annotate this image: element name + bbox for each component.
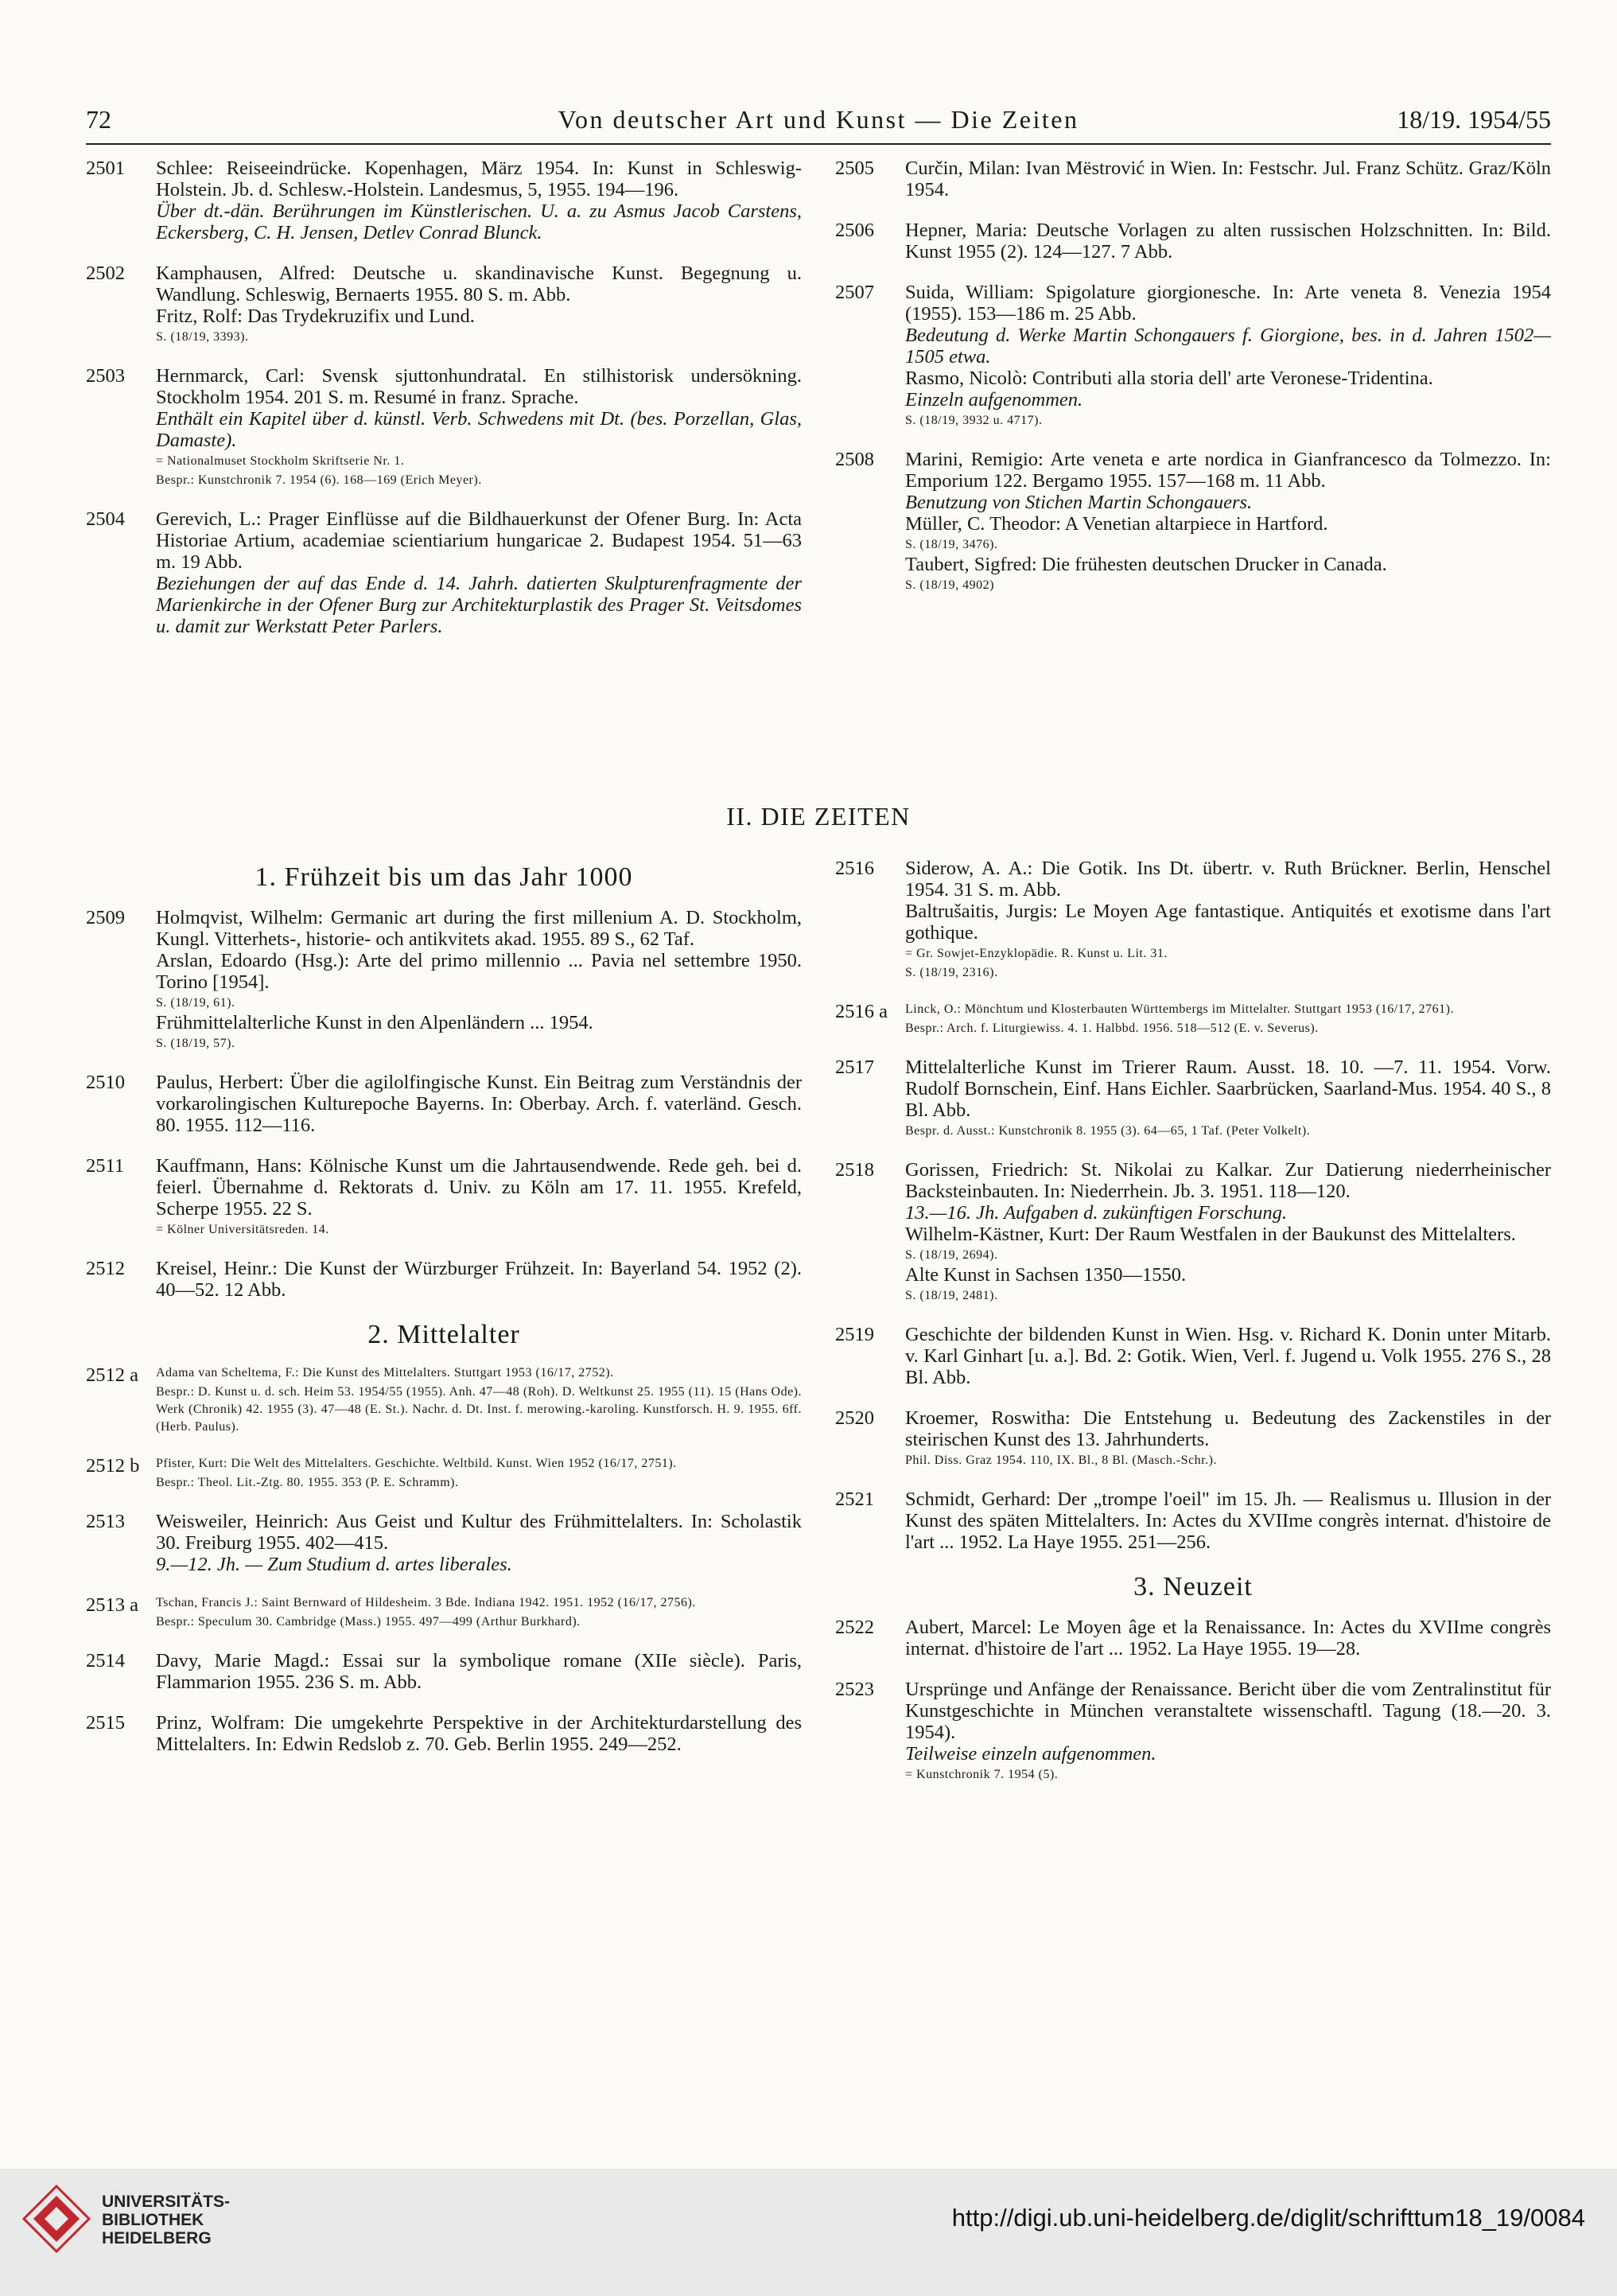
entry-citation: Kroemer, Roswitha: Die Entstehung u. Bedeutung des Zackenstiles in der steirischen Kunst des 13. Jahrhunderts. <box>905 1407 1551 1450</box>
bibliography-entry <box>86 263 802 346</box>
lower-left-column <box>86 858 802 1774</box>
entry-reference: Phil. Diss. Graz 1954. 110, IX. Bl., 8 Bl. (Masch.-Schr.). <box>905 1453 1217 1467</box>
entry-body <box>156 1650 802 1693</box>
bibliography-entry <box>86 1712 802 1755</box>
bibliography-entry <box>835 1407 1551 1469</box>
entry-reference: Bespr. d. Ausst.: Kunstchronik 8. 1955 (3). 64—65, 1 Taf. (Peter Volkelt). <box>905 1124 1311 1138</box>
bibliography-entry <box>835 1001 1551 1037</box>
entry-citation: Schlee: Reiseeindrücke. Kopenhagen, März 1954. In: Kunst in Schleswig-Holstein. Jb. d. Schlesw.-Holstein. Landesmus, 5, 1955. 194—196. <box>156 158 802 200</box>
entry-number: 2512 b <box>86 1455 140 1477</box>
upper-right-column <box>835 158 1551 613</box>
entry-crossref-citation: Arslan, Edoardo (Hsg.): Arte del primo millennio ... Pavia nel settembre 1950. Torino [1954]. <box>156 950 802 993</box>
entry-citation: Schmidt, Gerhard: Der „trompe l'oeil" im 15. Jh. — Realismus u. Illusion in der Kunst des späten Mittelalters. In: Actes du XVIIme congrès internat. d'histoire de l'art ... 1952. La Haye 1955. 251—256. <box>905 1489 1551 1553</box>
entry-number: 2511 <box>86 1155 125 1177</box>
entry-crossref-citation: Müller, C. Theodor: A Venetian altarpiece in Hartford. <box>905 513 1328 535</box>
entry-reference: S. (18/19, 3393). <box>156 330 249 344</box>
entry-number: 2515 <box>86 1712 125 1734</box>
entry-reference: = Kölner Universitätsreden. 14. <box>156 1223 329 1236</box>
entry-number: 2520 <box>835 1407 874 1429</box>
entry-citation: Gerevich, L.: Prager Einflüsse auf die Bildhauerkunst der Ofener Burg. In: Acta Historiae Artium, academiae scientiarium hungaricae 2. Budapest 1954. 51—63 m. 19 Abb. <box>156 508 802 573</box>
entry-body <box>905 220 1551 263</box>
entry-number: 2504 <box>86 508 125 530</box>
bibliography-entry <box>86 365 802 489</box>
entry-reference: = Gr. Sowjet-Enzyklopädie. R. Kunst u. Lit. 31. <box>905 947 1168 960</box>
entry-citation: Hernmarck, Carl: Svensk sjuttonhundratal. En stilhistorisk undersökning. Stockholm 1954. 201 S. m. Resumé in franz. Sprache. <box>156 365 802 408</box>
entry-number: 2518 <box>835 1159 874 1181</box>
entry-number: 2516 <box>835 858 874 879</box>
entry-annotation: Bedeutung d. Werke Martin Schongauers f. Giorgione, bes. in d. Jahren 1502—1505 etwa. <box>905 325 1551 368</box>
section-heading: 3. Neuzeit <box>1133 1572 1253 1601</box>
entry-body <box>905 1159 1551 1305</box>
main-heading: II. DIE ZEITEN <box>726 802 911 831</box>
entry-citation: Gorissen, Friedrich: St. Nikolai zu Kalkar. Zur Datierung niederrheinischer Backsteinbauten. In: Niederrhein. Jb. 3. 1951. 118—120. <box>905 1159 1551 1202</box>
bibliography-entry <box>835 1679 1551 1784</box>
entry-body <box>905 158 1551 200</box>
entry-number: 2503 <box>86 365 125 387</box>
entry-citation: Weisweiler, Heinrich: Aus Geist und Kultur des Frühmittelalters. In: Scholastik 30. Freiburg 1955. 402—415. <box>156 1511 802 1554</box>
entry-citation: Prinz, Wolfram: Die umgekehrte Perspektive in der Architekturdarstellung des Mittelalters. In: Edwin Redslob z. 70. Geb. Berlin 1955. 249—252. <box>156 1712 802 1755</box>
bibliography-entry <box>86 1650 802 1693</box>
entry-body <box>905 449 1551 594</box>
entry-reference: Pfister, Kurt: Die Welt des Mittelalters. Geschichte. Weltbild. Kunst. Wien 1952 (16/17, 2751). <box>156 1457 677 1470</box>
entry-reference: S. (18/19, 2481). <box>905 1289 998 1302</box>
section-heading: 1. Frühzeit bis um das Jahr 1000 <box>255 862 633 892</box>
entry-annotation: 9.—12. Jh. — Zum Studium d. artes liberales. <box>156 1554 512 1575</box>
entry-number: 2513 <box>86 1511 125 1532</box>
volume-label: 18/19. 1954/55 <box>1397 105 1551 134</box>
entry-body <box>156 365 802 489</box>
entry-number: 2516 a <box>835 1001 888 1022</box>
entry-annotation: Enthält ein Kapitel über d. künstl. Verb. Schwedens mit Dt. (bes. Porzellan, Glas, Damaste). <box>156 408 802 451</box>
entry-reference: S. (18/19, 3476). <box>905 538 998 551</box>
entry-citation: Holmqvist, Wilhelm: Germanic art during the first millenium A. D. Stockholm, Kungl. Vitterhets-, historie- och antikvitets akad. 1955. 89 S., 62 Taf. <box>156 907 802 950</box>
entry-annotation: Über dt.-dän. Berührungen im Künstlerischen. U. a. zu Asmus Jacob Carstens, Eckersberg, C. H. Jensen, Detlev Conrad Blunck. <box>156 200 802 243</box>
entry-number: 2513 a <box>86 1594 138 1616</box>
entry-reference: Adama van Scheltema, F.: Die Kunst des Mittelalters. Stuttgart 1953 (16/17, 2752). <box>156 1366 614 1380</box>
entry-number: 2522 <box>835 1617 874 1638</box>
bibliography-entry <box>86 1258 802 1301</box>
entry-number: 2501 <box>86 158 125 179</box>
library-name: UNIVERSITÄTS- BIBLIOTHEK HEIDELBERG <box>102 2193 231 2247</box>
bibliography-entry <box>835 1159 1551 1305</box>
entry-reference: S. (18/19, 2316). <box>905 966 998 979</box>
bibliography-entry <box>835 1489 1551 1553</box>
bibliography-entry <box>835 1057 1551 1140</box>
entry-crossref-citation: Wilhelm-Kästner, Kurt: Der Raum Westfalen in der Baukunst des Mittelalters. <box>905 1224 1516 1245</box>
entry-annotation: Beziehungen der auf das Ende d. 14. Jahrh. datierten Skulpturenfragmente der Marienkirche in der Ofener Burg zur Architekturplastik des Prager St. Veitsdomes u. damit zur Werkstatt Peter Parlers. <box>156 573 802 637</box>
bibliography-entry <box>86 1594 802 1631</box>
entry-body <box>156 1455 802 1492</box>
page-number: 72 <box>86 105 111 134</box>
entry-body <box>156 263 802 346</box>
entry-reference: Bespr.: Theol. Lit.-Ztg. 80. 1955. 353 (P. E. Schramm). <box>156 1476 459 1489</box>
entry-reference: S. (18/19, 2694). <box>905 1248 998 1262</box>
entry-number: 2519 <box>835 1324 874 1345</box>
entry-citation: Siderow, A. A.: Die Gotik. Ins Dt. übertr. v. Ruth Brückner. Berlin, Henschel 1954. 31 S. m. Abb. <box>905 858 1551 901</box>
bibliography-entry <box>835 449 1551 594</box>
entry-body <box>905 1679 1551 1784</box>
entry-body <box>905 1001 1551 1037</box>
entry-crossref-citation: Fritz, Rolf: Das Trydekruzifix und Lund. <box>156 305 475 327</box>
entry-number: 2510 <box>86 1072 125 1093</box>
entry-crossref-citation: Rasmo, Nicolò: Contributi alla storia dell' arte Veronese-Tridentina. <box>905 368 1433 389</box>
entry-reference: Bespr.: Arch. f. Liturgiewiss. 4. 1. Halbbd. 1956. 518—512 (E. v. Severus). <box>905 1022 1319 1035</box>
entry-body <box>156 508 802 637</box>
source-url[interactable]: http://digi.ub.uni-heidelberg.de/diglit/schrifttum18_19/0084 <box>951 2204 1585 2232</box>
bibliography-entry <box>835 220 1551 263</box>
entry-citation: Paulus, Herbert: Über die agilolfingische Kunst. Ein Beitrag zum Verständnis der vorkarolingischen Kulturepoche Bayerns. In: Oberbay. Arch. f. vaterländ. Gesch. 80. 1955. 112—116. <box>156 1072 802 1136</box>
entry-citation: Kreisel, Heinr.: Die Kunst der Würzburger Frühzeit. In: Bayerland 54. 1952 (2). 40—52. 12 Abb. <box>156 1258 802 1301</box>
entry-reference: = Kunstchronik 7. 1954 (5). <box>905 1768 1059 1781</box>
entry-body <box>156 907 802 1053</box>
bibliography-entry <box>86 1364 802 1436</box>
entry-body <box>905 858 1551 982</box>
bibliography-entry <box>86 1072 802 1136</box>
entry-citation: Davy, Marie Magd.: Essai sur la symbolique romane (XIIe siècle). Paris, Flammarion 1955. 236 S. m. Abb. <box>156 1650 802 1693</box>
entry-number: 2514 <box>86 1650 125 1671</box>
entry-body <box>156 1364 802 1436</box>
bibliography-entry <box>835 858 1551 982</box>
bibliography-entry <box>86 508 802 637</box>
entry-reference: Bespr.: D. Kunst u. d. sch. Heim 53. 1954/55 (1955). Anh. 47—48 (Roh). D. Weltkunst 25. 1955 (11). 15 (Hans Ode). Werk (Chronik) 42. 1955 (3). 47—48 (E. St.). Nachr. d. Dt. Inst. f. merowing.-karoling. Kunstforsch. H. 9. 1955. 6ff. (Herb. Paulus). <box>156 1385 802 1434</box>
bibliography-entry <box>86 1155 802 1239</box>
entry-number: 2508 <box>835 449 874 470</box>
entry-reference: Bespr.: Kunstchronik 7. 1954 (6). 168—169 (Erich Meyer). <box>156 473 482 487</box>
lower-right-column <box>835 858 1551 1803</box>
bibliography-entry <box>835 282 1551 430</box>
entry-reference: S. (18/19, 61). <box>156 996 235 1010</box>
entry-body <box>905 1324 1551 1388</box>
entry-citation: Marini, Remigio: Arte veneta e arte nordica in Gianfrancesco da Tolmezzo. In: Emporium 122. Bergamo 1955. 157—168 m. 11 Abb. <box>905 449 1551 492</box>
entry-annotation: 13.—16. Jh. Aufgaben d. zukünftigen Forschung. <box>905 1202 1287 1224</box>
entry-number: 2523 <box>835 1679 874 1700</box>
entry-annotation: Einzeln aufgenommen. <box>905 389 1083 411</box>
entry-number: 2505 <box>835 158 874 179</box>
entry-number: 2507 <box>835 282 874 303</box>
entry-crossref-citation: Frühmittelalterliche Kunst in den Alpenländern ... 1954. <box>156 1012 593 1033</box>
section-heading: 2. Mittelalter <box>367 1320 520 1349</box>
entry-number: 2517 <box>835 1057 874 1078</box>
entry-number: 2509 <box>86 907 125 928</box>
bibliography-entry <box>835 158 1551 200</box>
entry-number: 2512 <box>86 1258 125 1279</box>
entry-body <box>905 1407 1551 1469</box>
entry-body <box>156 158 802 243</box>
entry-body <box>905 1489 1551 1553</box>
entry-number: 2502 <box>86 263 125 284</box>
university-library-logo <box>22 2185 91 2253</box>
entry-body <box>156 1258 802 1301</box>
bibliography-entry <box>86 907 802 1053</box>
bibliography-entry <box>86 158 802 243</box>
entry-reference: Bespr.: Speculum 30. Cambridge (Mass.) 1955. 497—499 (Arthur Burkhard). <box>156 1615 581 1629</box>
entry-reference: Tschan, Francis J.: Saint Bernward of Hildesheim. 3 Bde. Indiana 1942. 1951. 1952 (16/17, 2756). <box>156 1596 696 1609</box>
lower-columns <box>86 858 1551 2226</box>
entry-number: 2512 a <box>86 1364 138 1386</box>
entry-number: 2521 <box>835 1489 874 1510</box>
running-title: Von deutscher Art und Kunst — Die Zeiten <box>558 105 1079 134</box>
entry-citation: Aubert, Marcel: Le Moyen âge et la Renaissance. In: Actes du XVIIme congrès internat. d'histoire de l'art ... 1952. La Haye 1955. 19—28. <box>905 1617 1551 1660</box>
entry-reference: = Nationalmuset Stockholm Skriftserie Nr. 1. <box>156 454 405 468</box>
entry-body <box>905 282 1551 430</box>
bibliography-entry <box>835 1324 1551 1388</box>
footer-bar <box>0 2169 1617 2296</box>
entry-annotation: Benutzung von Stichen Martin Schongauers. <box>905 492 1253 513</box>
entry-citation: Kamphausen, Alfred: Deutsche u. skandinavische Kunst. Begegnung u. Wandlung. Schleswig, Bernaerts 1955. 80 S. m. Abb. <box>156 263 802 305</box>
upper-left-column <box>86 158 802 656</box>
entry-citation: Kauffmann, Hans: Kölnische Kunst um die Jahrtausendwende. Rede geh. bei d. feierl. Übernahme d. Rektorats d. Univ. zu Köln am 17. 11. 1955. Krefeld, Scherpe 1955. 22 S. <box>156 1155 802 1220</box>
upper-columns <box>86 158 1551 762</box>
entry-body <box>156 1511 802 1575</box>
running-header <box>86 102 1551 145</box>
entry-body <box>156 1712 802 1755</box>
entry-reference: S. (18/19, 4902) <box>905 578 994 592</box>
document-page <box>86 102 1551 1781</box>
entry-reference: S. (18/19, 57). <box>156 1037 235 1050</box>
entry-reference: Linck, O.: Mönchtum und Klosterbauten Württembergs im Mittelalter. Stuttgart 1953 (16/17, 2761). <box>905 1002 1454 1016</box>
entry-body <box>156 1594 802 1631</box>
entry-citation: Curčin, Milan: Ivan Mëstrović in Wien. In: Festschr. Jul. Franz Schütz. Graz/Köln 1954. <box>905 158 1551 200</box>
entry-citation: Suida, William: Spigolature giorgionesche. In: Arte veneta 8. Venezia 1954 (1955). 153—186 m. 25 Abb. <box>905 282 1551 325</box>
entry-crossref-citation: Alte Kunst in Sachsen 1350—1550. <box>905 1264 1187 1286</box>
entry-body <box>156 1155 802 1239</box>
bibliography-entry <box>86 1511 802 1575</box>
entry-reference: S. (18/19, 3932 u. 4717). <box>905 414 1043 427</box>
bibliography-entry <box>86 1455 802 1492</box>
entry-annotation: Teilweise einzeln aufgenommen. <box>905 1743 1156 1765</box>
bibliography-entry <box>835 1617 1551 1660</box>
entry-crossref-citation: Taubert, Sigfred: Die frühesten deutschen Drucker in Canada. <box>905 554 1387 575</box>
entry-citation: Ursprünge und Anfänge der Renaissance. Bericht über die vom Zentralinstitut für Kunstgeschichte in München veranstaltete wissenschaftl. Tagung (18.—20. 3. 1954). <box>905 1679 1551 1743</box>
entry-body <box>905 1617 1551 1660</box>
entry-citation: Geschichte der bildenden Kunst in Wien. Hsg. v. Richard K. Donin unter Mitarb. v. Karl Ginhart [u. a.]. Bd. 2: Gotik. Wien, Verl. f. Jugend u. Volk 1955. 276 S., 28 Bl. Abb. <box>905 1324 1551 1388</box>
entry-number: 2506 <box>835 220 874 241</box>
entry-citation: Mittelalterliche Kunst im Trierer Raum. Ausst. 18. 10. —7. 11. 1954. Vorw. Rudolf Bornschein, Einf. Hans Eichler. Saarbrücken, Saarland-Mus. 1954. 40 S., 8 Bl. Abb. <box>905 1057 1551 1121</box>
entry-body <box>156 1072 802 1136</box>
entry-crossref-citation: Baltrušaitis, Jurgis: Le Moyen Age fantastique. Antiquités et exotisme dans l'art gothique. <box>905 901 1551 944</box>
entry-citation: Hepner, Maria: Deutsche Vorlagen zu alten russischen Holzschnitten. In: Bild. Kunst 1955 (2). 124—127. 7 Abb. <box>905 220 1551 263</box>
entry-body <box>905 1057 1551 1140</box>
